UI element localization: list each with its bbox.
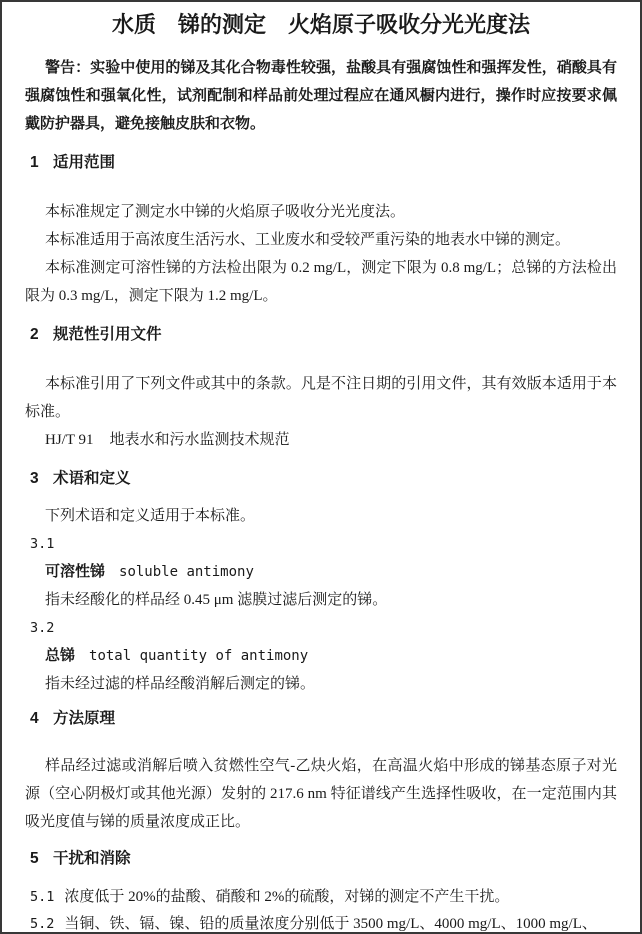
section-1-body <box>25 198 617 310</box>
section-5-heading <box>25 848 617 870</box>
section-interference-elimination <box>25 848 617 934</box>
reference-entry <box>25 426 617 454</box>
section-terms-definitions <box>25 468 617 698</box>
term-clause-number: 3.1 <box>30 536 55 552</box>
term-chinese: 总锑 <box>45 647 76 664</box>
paragraph: 样品经过滤或消解后喷入贫燃性空气-乙炔火焰，在高温火焰中形成的锑基态原子对光源（空心阴极灯或其他光源）发射的 217.6 nm 特征谱线产生选择性吸收，在一定范围内其吸光度值与锑的质量浓度成正比。 <box>25 758 617 830</box>
clause-entry <box>25 911 617 934</box>
reference-title: 地表水和污水监测技术规范 <box>109 432 290 448</box>
paragraph: 本标准规定了测定水中锑的火焰原子吸收分光光度法。 <box>45 204 406 220</box>
section-4-number: 4 <box>30 710 39 727</box>
term-chinese: 可溶性锑 <box>45 563 106 580</box>
section-method-principle <box>25 708 617 836</box>
term-entry <box>25 642 617 670</box>
paragraph: 本标准引用了下列文件或其中的条款。凡是不注日期的引用文件，其有效版本适用于本标准。 <box>25 376 617 420</box>
document-title: 水质 锑的测定 火焰原子吸收分光光度法 <box>111 12 530 37</box>
section-4-heading <box>25 708 617 730</box>
section-5-title: 干扰和消除 <box>53 850 131 867</box>
clause-text: 当铜、铁、镉、镍、铅的质量浓度分别低于 3500 mg/L、4000 mg/L、1000 mg/L、 <box>64 916 597 932</box>
section-2-heading <box>25 324 617 346</box>
terms-intro: 下列术语和定义适用于本标准。 <box>45 508 256 524</box>
section-3-number: 3 <box>30 470 39 487</box>
section-1-number: 1 <box>30 154 39 171</box>
clause-number: 5.1 <box>30 889 55 905</box>
section-1-title: 适用范围 <box>53 154 116 171</box>
term-entry <box>25 558 617 586</box>
section-5-body <box>25 884 617 934</box>
reference-code: HJ/T 91 <box>45 432 94 448</box>
clause-text: 浓度低于 20%的盐酸、硝酸和 2%的硫酸，对锑的测定不产生干扰。 <box>64 889 510 905</box>
term-english: soluble antimony <box>119 564 254 580</box>
section-5-number: 5 <box>30 850 39 867</box>
section-3-body <box>25 502 617 698</box>
term-english: total quantity of antimony <box>89 648 309 664</box>
term-clause-number: 3.2 <box>30 620 55 636</box>
section-scope <box>25 152 617 310</box>
section-normative-references <box>25 324 617 454</box>
section-2-body <box>25 370 617 454</box>
section-1-heading <box>25 152 617 174</box>
term-definition: 指未经过滤的样品经酸消解后测定的锑。 <box>45 676 316 692</box>
paragraph: 本标准适用于高浓度生活污水、工业废水和受较严重污染的地表水中锑的测定。 <box>45 232 571 248</box>
section-2-number: 2 <box>30 326 39 343</box>
clause-number: 5.2 <box>30 916 55 932</box>
section-3-title: 术语和定义 <box>53 470 131 487</box>
clause-entry <box>25 884 617 911</box>
section-3-heading <box>25 468 617 490</box>
section-4-body <box>25 752 617 836</box>
warning-paragraph: 警告：实验中使用的锑及其化合物毒性较强，盐酸具有强腐蚀性和强挥发性，硝酸具有强腐蚀性和强氧化性，试剂配制和样品前处理过程应在通风橱内进行，操作时应按要求佩戴防护器具，避免接触皮肤和衣物。 <box>25 59 617 132</box>
term-definition: 指未经酸化的样品经 0.45 μm 滤膜过滤后测定的锑。 <box>45 592 388 608</box>
section-4-title: 方法原理 <box>53 710 116 727</box>
paragraph: 本标准测定可溶性锑的方法检出限为 0.2 mg/L，测定下限为 0.8 mg/L；总锑的方法检出限为 0.3 mg/L，测定下限为 1.2 mg/L。 <box>25 260 617 304</box>
section-2-title: 规范性引用文件 <box>53 326 162 343</box>
